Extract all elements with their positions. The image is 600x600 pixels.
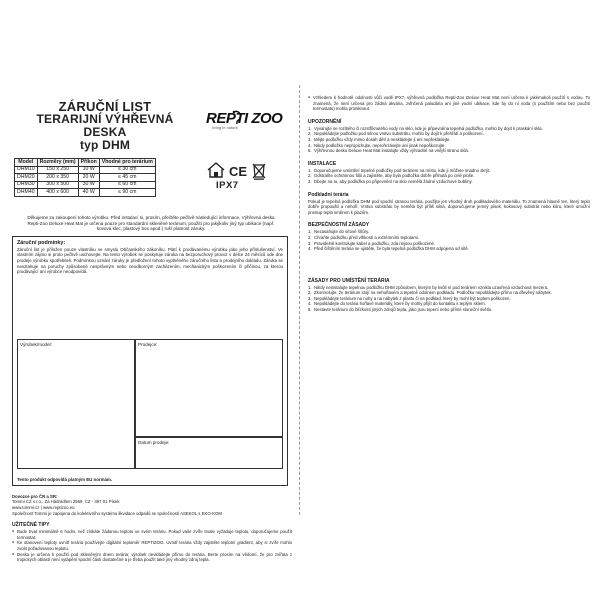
table-header: Příkon — [78, 159, 99, 167]
title-block — [20, 100, 190, 152]
ce-mark: CE — [229, 164, 248, 179]
cell: ≤ 60 cm — [99, 181, 155, 189]
warning-item: 5. Výhřevnou desku Deluxe Heat Mat instalujte vždy výhradně na vnější stranu skla. — [308, 148, 470, 154]
table-row — [15, 189, 156, 197]
cell: ≤ 30 cm — [99, 166, 155, 174]
warning-item: 1. Vyvarujte se rozlitého či rozstříknutého vody na sklo, kde je připevněna tepelná podložka, mohlo by dojít k praskání skla. — [308, 125, 543, 131]
cell: 30 W — [78, 181, 99, 189]
cell: DHM20 — [15, 174, 38, 182]
cell: 150 x 250 — [37, 166, 78, 174]
install-step: 1. Doporučujeme umístění tepelné podložky pod teráriem na místo, kde ji můžete snadno skrýt. — [308, 167, 491, 173]
safety-item: 2. Chraňte podložku před vlhkostí a extrémními teplotami. — [308, 234, 420, 240]
importer-info — [12, 494, 292, 516]
safety-item: 4. Před čištěním terária se ujistěte, že byla tepelná podložka DHM odpojena od sítě. — [308, 246, 470, 252]
ip-rating: IPX7 — [216, 180, 239, 191]
cell: DHM40 — [15, 189, 38, 197]
importer-address: Tommi CZ s.r.o., Za Hádradlem 2569, CZ - 397 01 Písek — [12, 499, 120, 505]
product-label: Výrobek/model: — [20, 341, 52, 347]
seller-field[interactable] — [135, 339, 283, 437]
warning-item: 3. Mějte podložku vždy mimo dosah dětí a neskládejte ji ani nepřekládejte. — [308, 136, 451, 142]
warranty-heading: Záruční podmínky: — [17, 239, 66, 246]
placement-item: 2. Zkontrolujte, že terárium stojí na nehořlavém a tepelně odolném podkladu. Podložku nepokládejte přímo na dřevěný nábytek. — [308, 290, 552, 296]
tip-item: ● Bude trvat minimálně 6 hodin, než získáte žádanou teplotu ve svém teráriu. Pokud vaše zvíře trvale vyžaduje teplotu, doporučujeme použít termostat. — [12, 529, 292, 540]
page-title: ZÁRUČNÍ LIST — [58, 99, 152, 114]
tip-item: ● Ke stanovení teploty uvnitř terária používejte digitální teploměr REPTIZOO. Uvnitř terária vždy zajistěte teplotní gradient, aby si zvíře mohlo zvolit požadovanou teplotu. — [12, 540, 292, 551]
weee-bin-icon — [253, 164, 265, 180]
table-row — [15, 166, 156, 174]
install-step: 2. Odstraňte ochrannou fólii a zajistěte, aby byla podložka dobře přilnutá po celé ploše. — [308, 173, 475, 179]
table-row — [15, 181, 156, 189]
water-resistance-note: ● Vzhledem k hodnotě odolnosti vůči vodě IPX7, výhřevná podložka Repti-Zoo Deluxe Heat Mat není určena k jakémukoli použití s vodou. To znamená, že není určena pro žádná akvária, zvlhčená paludária ani jiné vodní ubikace, kde by do ní voda (s použitím nebo bez použití termostatu) mohla proniknout. — [308, 95, 590, 112]
cell: 40 W — [78, 189, 99, 197]
warranty-text: Záruční list je přiložen pouze vlastníku ve smyslu Občanského zákoníku. Platí k prodávanému výrobku jako jeho příslušenství. Ve vlastním zájmu si proto pečlivě uschovejte. Na tento výrobek se poskytuje záruka na bezporuchový provoz v délce 24 měsíců ode dne prodeje výrobku spotřebiteli. Podmínkou uznání záruky je předložení tohoto vyplněného záručního listu a prodejního dokladu. Záruka se nevztahuje na poruchy způsobené nesprávným nebo neodborným zacházením, mechanickým poškozením či přičinou, za kterou prodávající ani výrobce neodpovídá. — [17, 246, 283, 275]
left-page — [12, 100, 292, 563]
eu-compliance-note: Tento produkt odpovídá platným EU normám. — [17, 476, 113, 482]
models-table — [14, 158, 156, 197]
sale-date-field[interactable] — [135, 437, 283, 469]
safety-item: 1. Nezasahujte do sítové šňůry. — [308, 229, 370, 235]
substrate-text: Pokud je tepelná podložka DHM pod spodní stranou terária, použijte jen vhodný druh podkladového materiálu. To znamená hlavně ten, který teplo dobře propouští a nehoří. Vrstva substrátu by neměla být příliš silná, doporučujeme jemný písek, kokosový substrát nebo kůru, které umožní prostup tepla směrem k plazům. — [308, 198, 590, 215]
logo-text: REPTI ZOO — [206, 110, 283, 127]
placement-item: 4. Nepokládejte do terária hořlavé materiály, které by mohly přijít do kontaktu s teplým sklem. — [308, 301, 486, 307]
table-row — [15, 174, 156, 182]
tips-section — [12, 522, 292, 563]
cell: 20 W — [78, 174, 99, 182]
page-type: typ DHM — [79, 138, 131, 152]
cell: 10 W — [78, 166, 99, 174]
importer-web: www.tommi.cz | www.reptizoo.eu — [12, 504, 75, 510]
intro-text: Děkujeme za zakoupení tohoto výrobku. Před instalací si, prosím, přečtěte pečlivě následující informace. Výhřevná deska Repti-Zoo Deluxe Heat Mat je určena pouze pro standardní skleněné terárium, použití pro jakýkoliv jiný typ ubikace (např. kovová klec, plastový box apod.) ruší platnost záruky. — [27, 214, 275, 232]
placement-heading: ZÁSADY PRO UMÍSTĚNÍ TERÁRIA — [308, 277, 390, 284]
warning-item: 4. Nikdy podložku nepropichujte, neprořezávejte ani jinak nepoškozujte. — [308, 142, 446, 148]
importer-heading: Dovozce pro ČR a SR: — [12, 493, 58, 499]
warranty-fields — [17, 339, 283, 477]
warning-item: 2. Nepokládejte podložku pod silnou vrstvu substrátu, mohlo by dojít k přehřátí a poškození. — [308, 131, 484, 137]
seller-label: Prodejce: — [138, 341, 158, 347]
sale-date-label: Datum prodeje: — [138, 439, 170, 445]
cell: DHM30 — [15, 181, 38, 189]
safety-heading: BEZPEČNOSTNÍ ZÁSADY — [308, 222, 370, 229]
table-header: Model — [15, 159, 38, 167]
substrate-heading: Podkladní terária — [308, 191, 349, 198]
warning-heading: UPOZORNĚNÍ — [308, 118, 342, 125]
cell: 200 x 350 — [37, 174, 78, 182]
placement-item: 3. Nepokládejte terárium na nohy a na nábytek z plastu či na podklad, který by mohl být teplem poškozen. — [308, 295, 511, 301]
page-subtitle: TERARIJNÍ VÝHŘEVNÁ DESKA — [36, 112, 174, 139]
house-icon — [208, 163, 224, 177]
cell: 300 x 500 — [37, 181, 78, 189]
cell: DHM10 — [15, 166, 38, 174]
placement-item: 5. Nestavte terárium do blízkosti jiných zdrojů tepla, jako jsou topení nebo přímé sluneční světlo. — [308, 307, 493, 313]
cell: ≤ 45 cm — [99, 174, 155, 182]
symbols-row — [204, 160, 284, 180]
cell: ≤ 90 cm — [99, 189, 155, 197]
tips-heading: UŽITEČNÉ TIPY — [12, 522, 50, 529]
page-fold-line — [299, 85, 300, 515]
warranty-box — [12, 236, 288, 486]
install-heading: INSTALACE — [308, 160, 337, 167]
tip-item: ● Deska je určena k použití pod skleněným dnem terária; výrobek nevkládejte přímo do terária. Berte prosím na vědomí, že pro zvířata z tropických oblastí není vytápění spodní části dostatečné a je třeba použít také jiný vhodný zdroj tepla. — [12, 552, 292, 563]
cell: 400 x 600 — [37, 189, 78, 197]
logo-tagline: living in nature — [212, 126, 238, 130]
placement-item: 1. Nikdy neinstalujte tepelnou podložku DHM způsobem, kterým by kvůli ní pod teráriem vznikla uzavřená vzduchová mezera. — [308, 284, 549, 290]
install-step: 3. Dbejte na to, aby podložka po připevnění na sklo neměla žádné vzduchové bubliny. — [308, 178, 473, 184]
table-header: Vhodné pro terárium — [99, 159, 155, 167]
right-page — [308, 86, 590, 313]
product-field[interactable] — [17, 339, 135, 469]
importer-recycling: Společnost Tommi je zapojena do kolektivního systému likvidace odpadů se společností ASEKOL s EKO-KOM — [12, 510, 222, 516]
safety-item: 3. Pravidelně kontrolujte kabel a podložku, zda nejsou poškozené. — [308, 240, 436, 246]
table-header: Rozměry (mm) — [37, 159, 78, 167]
reptizoo-logo — [190, 108, 286, 130]
